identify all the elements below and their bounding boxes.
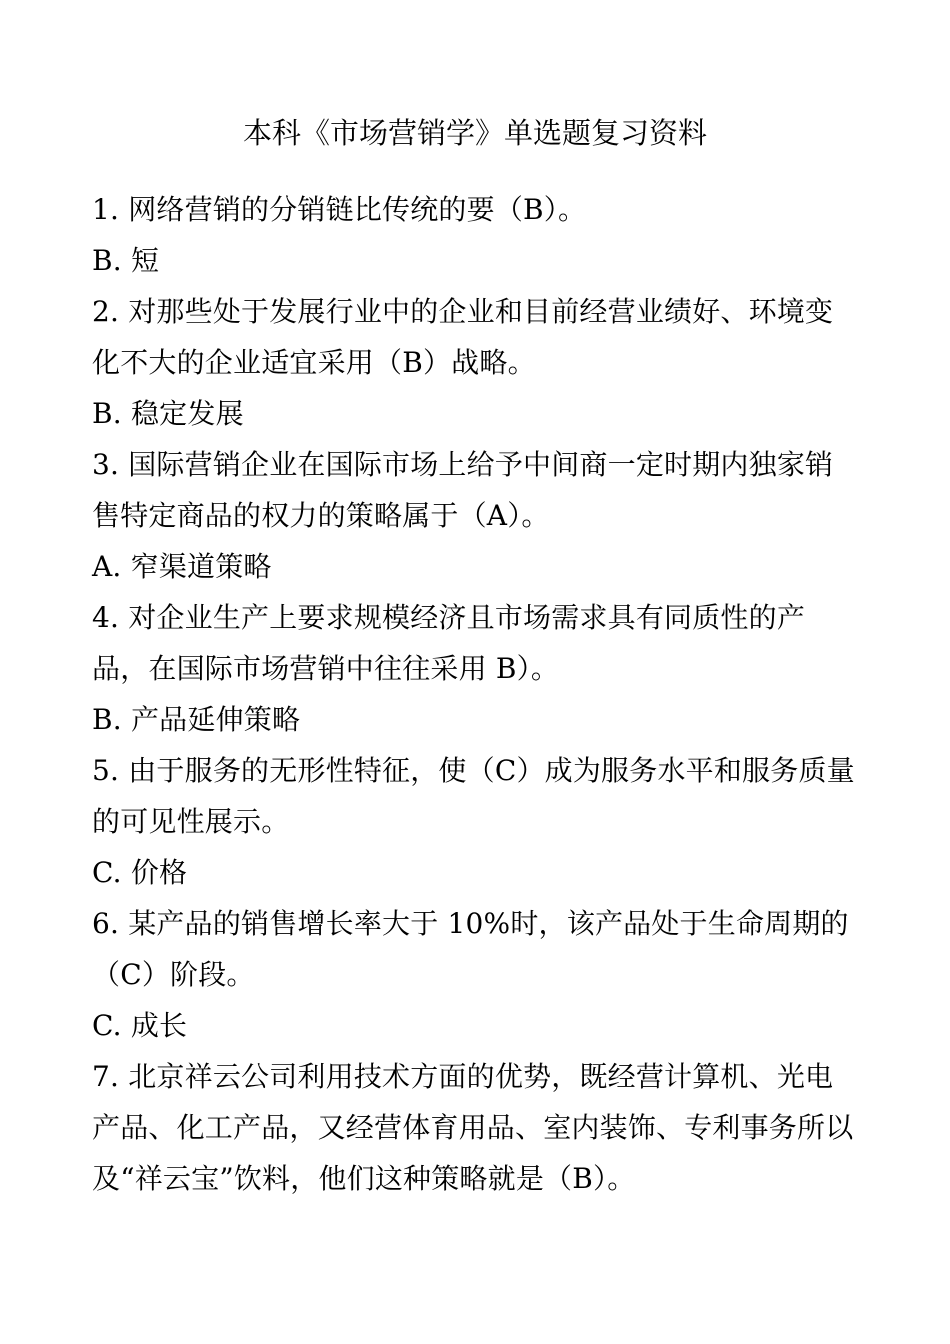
answer-3: A. 窄渠道策略 (92, 550, 272, 583)
answer-5: C. 价格 (92, 856, 188, 889)
question-2-text-cont: 化不大的企业适宜采用（B）战略。 (92, 346, 536, 379)
answer-2: B. 稳定发展 (92, 397, 244, 430)
question-5-text-cont: 的可见性展示。 (92, 805, 290, 838)
question-6-text-cont: （C）阶段。 (92, 958, 255, 991)
question-7-text-cont: 产品、化工产品，又经营体育用品、室内装饰、专利事务所以 (92, 1111, 854, 1144)
answer-6: C. 成长 (92, 1009, 188, 1042)
answer-1: B. 短 (92, 244, 160, 277)
question-7-text: 7. 北京祥云公司利用技术方面的优势，既经营计算机、光电 (92, 1060, 834, 1093)
question-6-text: 6. 某产品的销售增长率大于 10%时，该产品处于生命周期的 (92, 907, 849, 940)
question-1-text: 1. 网络营销的分销链比传统的要（B）。 (92, 193, 587, 226)
question-2-text: 2. 对那些处于发展行业中的企业和目前经营业绩好、环境变 (92, 295, 834, 328)
question-3-text-cont: 售特定商品的权力的策略属于（A）。 (92, 499, 550, 532)
question-4-text-cont: 品，在国际市场营销中往往采用 B）。 (92, 652, 560, 685)
question-4-text: 4. 对企业生产上要求规模经济且市场需求具有同质性的产 (92, 601, 806, 634)
question-7-text-cont-2: 及“祥云宝”饮料，他们这种策略就是（B）。 (92, 1162, 636, 1195)
question-list (92, 188, 862, 1208)
document-title: 本科《市场营销学》单选题复习资料 (242, 116, 707, 150)
answer-4: B. 产品延伸策略 (92, 703, 301, 736)
question-3-text: 3. 国际营销企业在国际市场上给予中间商一定时期内独家销 (92, 448, 834, 481)
question-5-text: 5. 由于服务的无形性特征，使（C）成为服务水平和服务质量 (92, 754, 855, 787)
